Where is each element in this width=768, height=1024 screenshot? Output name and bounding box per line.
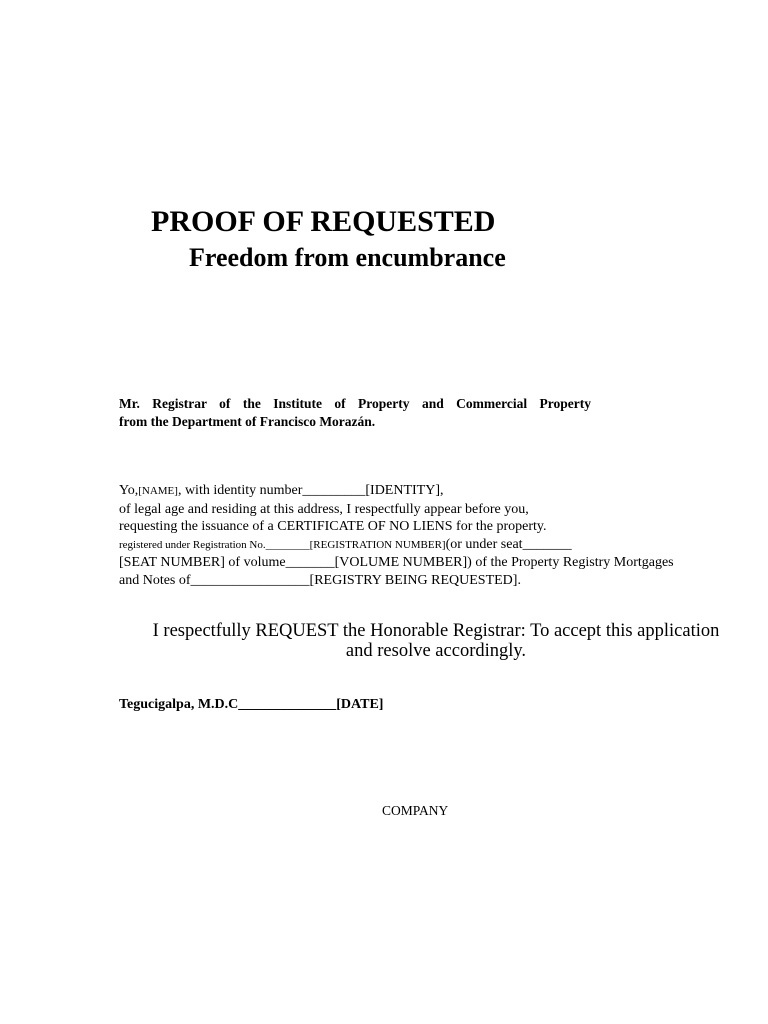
document-title: PROOF OF REQUESTED	[151, 205, 496, 238]
body-line-1	[119, 482, 674, 501]
seat-text: (or under seat_______	[445, 536, 572, 552]
request-line-1: I respectfully REQUEST the Honorable Registrar: To accept this application	[152, 621, 720, 641]
registration-text: registered under Registration No.________[REGISTRATION NUMBER]	[119, 538, 446, 551]
request-body	[119, 482, 674, 589]
body-line-1-suffix: , with identity number_________[IDENTITY],	[177, 483, 444, 498]
company-signature: COMPANY	[382, 803, 449, 818]
name-placeholder: [NAME]	[138, 485, 178, 497]
addressee-line-1: Mr. Registrar of the Institute of Property and Commercial Property	[119, 396, 591, 411]
request-line-2: and resolve accordingly.	[345, 641, 527, 661]
place-date-line: Tegucigalpa, M.D.C______________[DATE]	[119, 697, 384, 712]
addressee-line-2: from the Department of Francisco Morazán.	[119, 414, 376, 429]
body-line-5: [SEAT NUMBER] of volume_______[VOLUME NUMBER]) of the Property Registry Mortgages	[119, 555, 674, 570]
body-line-2: of legal age and residing at this address, I respectfully appear before you,	[119, 501, 529, 517]
body-line-4	[119, 536, 674, 555]
formal-request	[118, 621, 754, 661]
body-line-6: and Notes of_________________[REGISTRY BEING REQUESTED].	[119, 572, 521, 588]
document-subtitle: Freedom from encumbrance	[189, 243, 506, 272]
body-line-1-prefix: Yo,	[119, 483, 139, 498]
addressee-block	[119, 395, 591, 431]
body-line-3: requesting the issuance of a CERTIFICATE OF NO LIENS for the property.	[119, 519, 547, 534]
